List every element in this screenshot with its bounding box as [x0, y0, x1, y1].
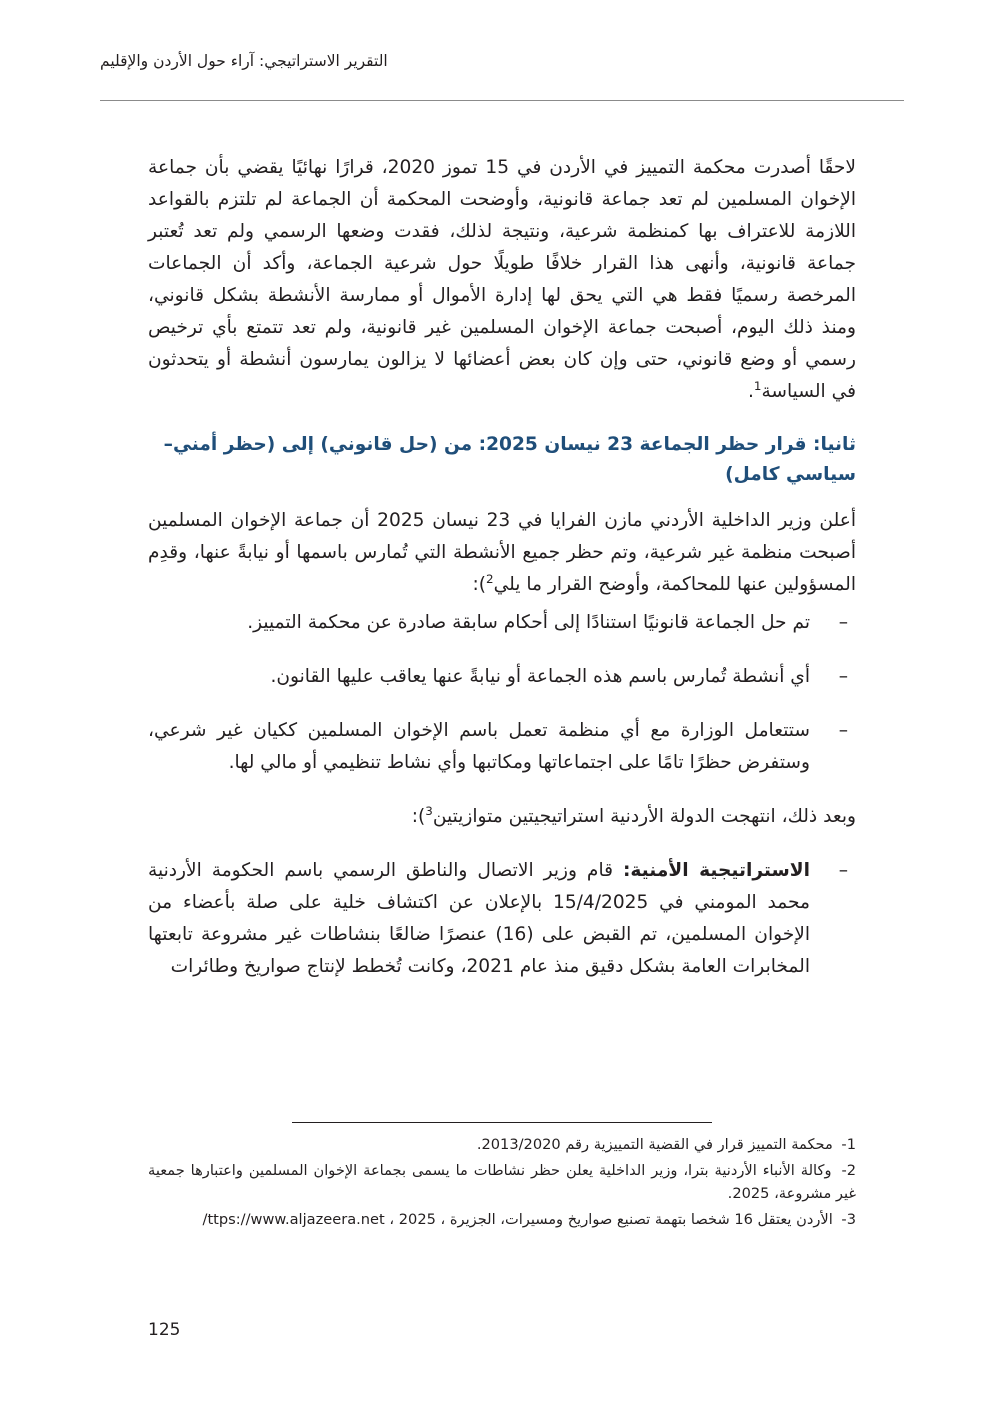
- footnote-item: [148, 1159, 856, 1206]
- footnote-link[interactable]: /ttps://www.aljazeera.net: [202, 1210, 385, 1228]
- paragraph-3: [148, 801, 856, 833]
- list-item-text: أي أنشطة تُمارس باسم هذه الجماعة أو نيابةً عنها يعاقب عليها القانون.: [270, 666, 810, 688]
- footnote-divider: [292, 1122, 712, 1123]
- footnote-marker-2[interactable]: 2: [486, 572, 494, 586]
- footnote-text: الأردن يعتقل 16 شخصا بتهمة تصنيع صواريخ ومسيرات، الجزيرة ، 2025 ،: [384, 1210, 833, 1228]
- running-header-text: التقرير الاستراتيجي: آراء حول الأردن والإقليم: [100, 52, 388, 70]
- document-body: [148, 152, 856, 1005]
- paragraph-2-text: أعلن وزير الداخلية الأردني مازن الفرايا في 23 نيسان 2025 أن جماعة الإخوان المسلمين أصبحت منظمة غير شرعية، وتم حظر جميع الأنشطة التي تُمارس باسمها أو نيابةً عنها، وقدِم المسؤولين عنها للمحاكمة، وأوضح القرار ما يلي: [148, 510, 857, 596]
- bullet-dash-icon: –: [838, 612, 848, 634]
- section-heading-2: ثانيا: قرار حظر الجماعة 23 نيسان 2025: من (حل قانوني) إلى (حظر أمني–سياسي كامل): [163, 433, 856, 485]
- footnote-number: 3-: [841, 1210, 856, 1228]
- footnote-item: [148, 1208, 856, 1232]
- list-item-text: قام وزير الاتصال والناطق الرسمي باسم الحكومة الأردنية محمد المومني في 15/4/2025 بالإعلان عن اكتشاف خلية على صلة بأعضاء من الإخوان المسلمين، تم القبض على (16) عنصرًا ضالعًا بنشاطات غير مشروعة تابعتها المخابرات العامة بشكل دقيق منذ عام 2021، وكانت تُخطط لإنتاج صواريخ وطائرات: [148, 860, 810, 977]
- list-item: [148, 607, 856, 639]
- paragraph-1: [148, 152, 856, 408]
- list-item: [148, 715, 856, 779]
- footnote-marker-3[interactable]: 3: [425, 803, 433, 818]
- running-header: [100, 52, 904, 70]
- list-item-text: تم حل الجماعة قانونيًا استنادًا إلى أحكام سابقة صادرة عن محكمة التمييز.: [247, 612, 810, 634]
- footnote-item: [148, 1133, 856, 1157]
- strategy-bullet-list: [148, 855, 856, 983]
- header-divider: [100, 100, 904, 101]
- page-number: 125: [148, 1320, 181, 1340]
- footnote-number: 1-: [841, 1136, 856, 1153]
- footnote-number: 2-: [841, 1161, 857, 1179]
- paragraph-2-tail: ):: [472, 574, 487, 596]
- paragraph-3-tail: ):: [411, 806, 426, 828]
- bullet-dash-icon: –: [838, 720, 848, 742]
- paragraph-3-text: وبعد ذلك، انتهجت الدولة الأردنية استراتيجيتين متوازيتين: [432, 806, 856, 828]
- footnote-marker-1[interactable]: 1: [753, 378, 762, 393]
- list-item: [148, 661, 856, 693]
- bullet-dash-icon: –: [838, 666, 848, 688]
- paragraph-2: [148, 505, 856, 601]
- list-item: [148, 855, 856, 983]
- footnotes-section: [148, 1122, 856, 1234]
- list-item-text: ستتعامل الوزارة مع أي منظمة تعمل باسم الإخوان المسلمين ككيان غير شرعي، وستفرض حظرًا تامًا على اجتماعاتها ومكاتبها وأي نشاط تنظيمي أو مالي لها.: [148, 720, 810, 774]
- paragraph-1-text: لاحقًا أصدرت محكمة التمييز في الأردن في 15 تموز 2020، قرارًا نهائيًا يقضي بأن جماعة الإخوان المسلمين لم تعد جماعة قانونية، وأوضحت المحكمة أن الجماعة لم تلتزم بالقواعد اللازمة للاعتراف بها كمنظمة شرعية، ونتيجة لذلك، فقدت وضعها الرسمي ولم تعد تُعتبر جماعة قانونية، وأنهى هذا القرار خلافًا طويلًا حول شرعية الجماعة، وأكد أن الجماعات المرخصة رسميًا فقط هي التي يحق لها إدارة الأموال أو ممارسة الأنشطة بشكل قانوني، ومنذ ذلك اليوم، أصبحت جماعة الإخوان المسلمين غير قانونية، ولم تعد تتمتع بأي ترخيص رسمي أو وضع قانوني، حتى وإن كان بعض أعضائها لا يزالون يمارسون أنشطة أو يتحدثون في السياسة: [148, 157, 856, 402]
- footnote-text: وكالة الأنباء الأردنية بترا، وزير الداخلية يعلن حظر نشاطات ما يسمى بجماعة الإخوان المسلمين واعتبارها جمعية غير مشروعة، 2025.: [148, 1161, 856, 1203]
- decision-bullet-list: [148, 607, 856, 779]
- footnote-text: محكمة التمييز قرار في القضية التمييزية رقم 2013/2020.: [476, 1136, 833, 1153]
- list-item-label: الاستراتيجية الأمنية:: [622, 860, 810, 881]
- paragraph-1-tail: .: [747, 380, 754, 402]
- bullet-dash-icon: –: [838, 860, 848, 881]
